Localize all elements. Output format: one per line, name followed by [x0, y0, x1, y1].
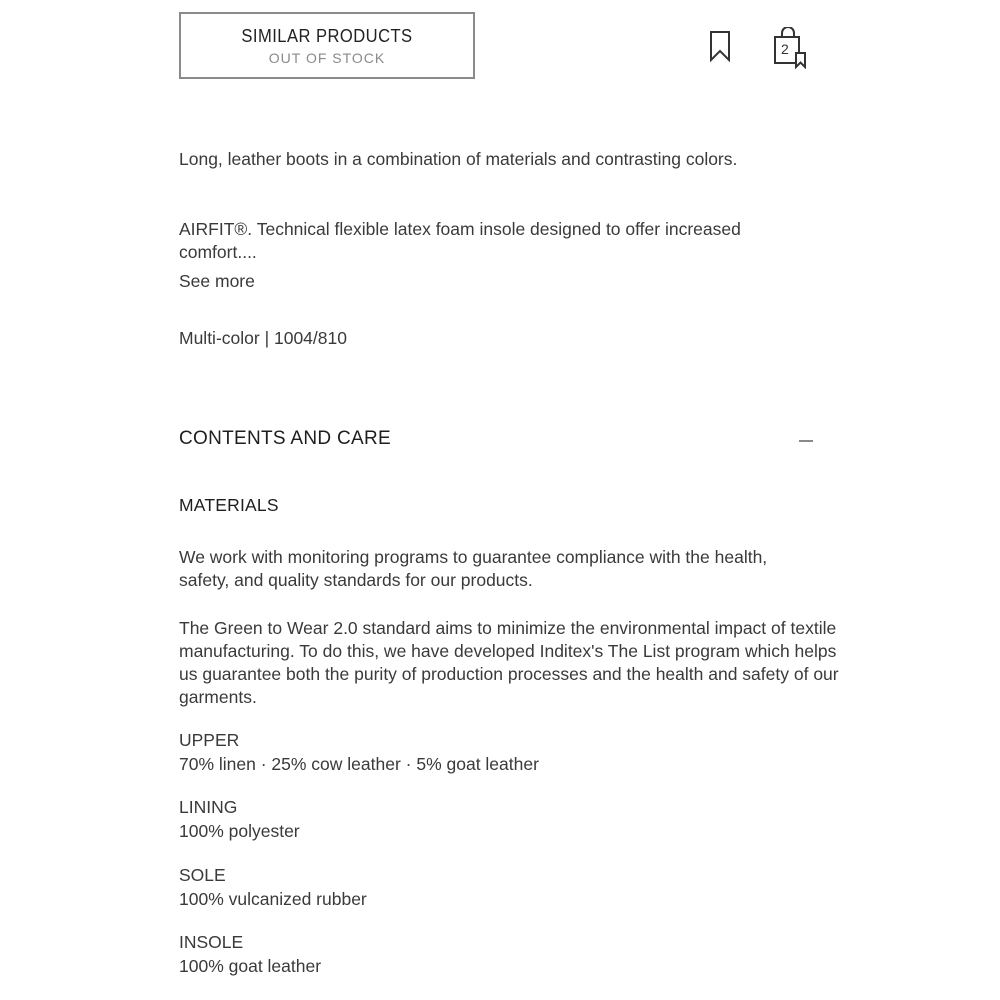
shopping-bag-button[interactable] — [772, 27, 808, 74]
product-details-page — [179, 0, 839, 1000]
see-more-link[interactable]: See more — [179, 271, 255, 291]
materials-green-to-wear-text: The Green to Wear 2.0 standard aims to minimize the environmental impact of textile manufacturing. To do this, we have developed Inditex's The List program which helps us guarantee both the purity of production processes and the health and safety of our garments. — [179, 618, 839, 707]
composition-value-upper: 70% linen · 25% cow leather · 5% goat leather — [179, 754, 539, 774]
bookmark-button[interactable] — [709, 30, 731, 67]
product-feature-text: AIRFIT®. Technical flexible latex foam insole designed to offer increased comfort.... — [179, 219, 741, 262]
similar-products-button[interactable] — [179, 12, 475, 79]
materials-heading: MATERIALS — [179, 495, 279, 515]
shopping-bag-icon — [772, 27, 808, 69]
composition-label-insole: INSOLE — [179, 932, 244, 952]
composition-label-lining: LINING — [179, 797, 238, 817]
composition-value-lining: 100% polyester — [179, 821, 300, 841]
composition-label-sole: SOLE — [179, 865, 226, 885]
similar-products-title: SIMILAR PRODUCTS — [241, 26, 413, 46]
bookmark-icon — [709, 30, 731, 62]
composition-value-insole: 100% goat leather — [179, 956, 322, 976]
composition-label-upper: UPPER — [179, 730, 240, 750]
color-reference: Multi-color | 1004/810 — [179, 328, 347, 348]
product-description: Long, leather boots in a combination of materials and contrasting colors. — [179, 149, 738, 169]
top-action-row — [179, 0, 839, 110]
contents-and-care-toggle[interactable] — [179, 428, 813, 454]
composition-value-sole: 100% vulcanized rubber — [179, 889, 367, 909]
materials-compliance-text: We work with monitoring programs to guarantee compliance with the health, safety, and quality standards for our products. — [179, 547, 768, 590]
contents-and-care-title: CONTENTS AND CARE — [179, 428, 392, 449]
bag-count-badge: 2 — [781, 41, 789, 57]
out-of-stock-label: OUT OF STOCK — [268, 50, 386, 66]
minus-icon — [799, 440, 813, 442]
